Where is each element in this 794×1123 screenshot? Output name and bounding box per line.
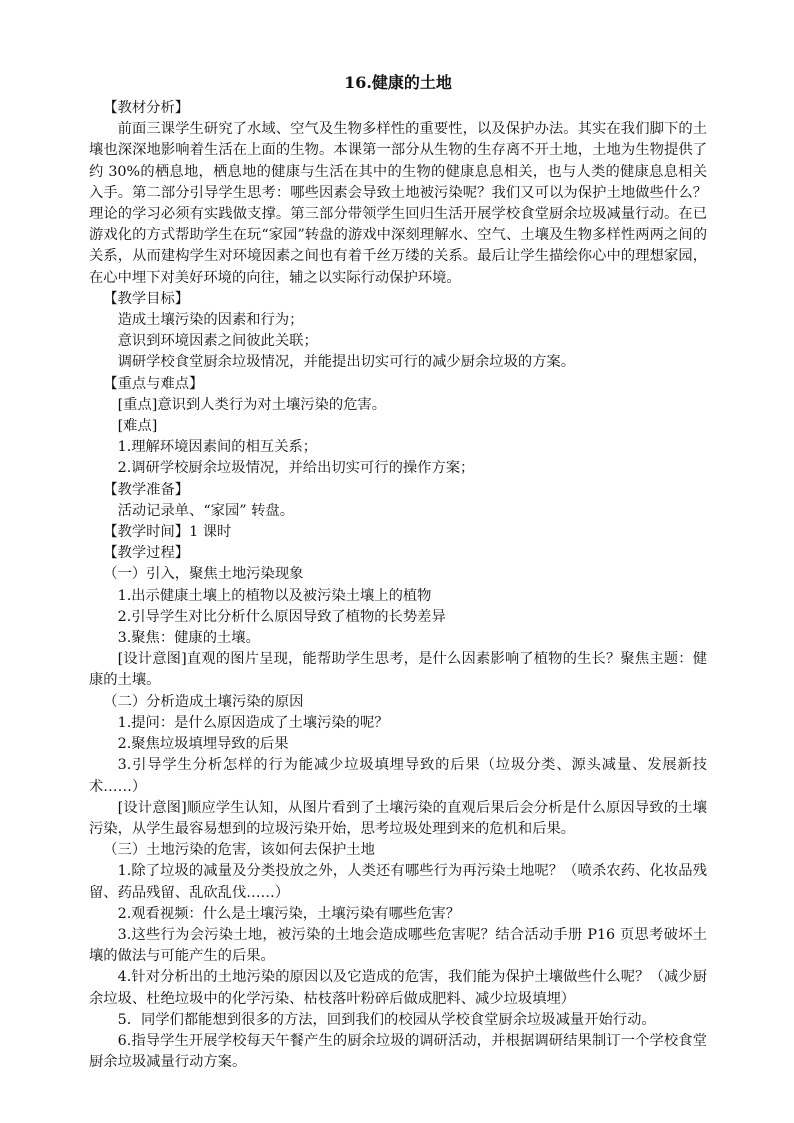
process-heading: 【教学过程】	[103, 545, 190, 562]
key-heading: 【重点与难点】	[103, 375, 204, 392]
prep-body: 活动记录单、“家园” 转盘。	[117, 502, 295, 519]
process-step: 1.除了垃圾的减量及分类投放之外，人类还有哪些行为再污染土地呢？（喷杀农药、化妆品残留、药品残留、乱砍乱伐……）	[89, 863, 707, 901]
process-section-title: （三）土地污染的危害，该如何去保护土地	[103, 842, 375, 859]
process-step: 5．同学们都能想到很多的方法，回到我们的校园从学校食堂厨余垃圾减量开始行动。	[117, 1011, 656, 1028]
time-heading: 【教学时间】	[103, 524, 190, 541]
design-intent: [设计意图]直观的图片呈现，能帮助学生思考，是什么因素影响了植物的生长？聚焦主题：健康的土壤。	[89, 651, 707, 689]
key-focus: [重点]意识到人类行为对土壤污染的危害。	[117, 396, 387, 413]
process-step: 3.聚焦：健康的土壤。	[117, 630, 260, 647]
design-intent: [设计意图]顺应学生认知，从图片看到了土壤污染的直观后果后会分析是什么原因导致的土壤污染，从学生最容易想到的垃圾污染开始，思考垃圾处理到来的危机和后果。	[89, 799, 707, 837]
process-section-title: （一）引入，聚焦土地污染现象	[103, 566, 304, 583]
time-row	[89, 522, 707, 543]
key-difficulty-item: 2.调研学校厨余垃圾情况，并给出切实可行的操作方案；	[117, 460, 475, 477]
process-step: 1.提问：是什么原因造成了土壤污染的呢？	[117, 714, 389, 731]
process-step: 3.引导学生分析怎样的行为能减少垃圾填埋导致的后果（垃圾分类、源头减量、发展新技术……）	[89, 757, 707, 795]
goal-item: 造成土壤污染的因素和行为；	[117, 312, 304, 329]
goal-item: 意识到环境因素之间彼此关联；	[117, 333, 318, 350]
process-step: 2.引导学生对比分析什么原因导致了植物的长势差异	[117, 608, 446, 625]
time-body: 1 课时	[189, 524, 232, 541]
page-title: 16.健康的土地	[344, 73, 452, 92]
key-difficulty-label: [难点]	[117, 418, 158, 435]
process-step: 6.指导学生开展学校每天午餐产生的厨余垃圾的调研活动，并根据调研结果制订一个学校食堂厨余垃圾减量行动方案。	[89, 1032, 707, 1071]
process-section-title: （二）分析造成土壤污染的原因	[103, 693, 304, 710]
analysis-body: 前面三课学生研究了水域、空气及生物多样性的重要性，以及保护办法。其实在我们脚下的土壤也深深地影响着生活在上面的生物。本课第一部分从生物的生存离不开土地，土地为生物提供了约 30%的栖息地，栖息地的健康与生活在其中的生物的健康息息相关，也与人类的健康息息相关入手。第二部分引导学生思考：哪些因素会导致土地被污染呢？我们又可以为保护土地做些什么？理论的学习必须有实践做支撑。第三部分带领学生回归生活开展学校食堂厨余垃圾减量行动。在已游戏化的方式帮助学生在玩“家园”转盘的游戏中深刻理解水、空气、土壤及生物多样性两两之间的关系，从而建构学生对环境因素之间也有着千丝万缕的关系。最后让学生描绘你心中的理想家园，在心中埋下对美好环境的向往，辅之以实际行动保护环境。	[89, 121, 707, 286]
prep-heading: 【教学准备】	[103, 481, 190, 498]
process-step: 3.这些行为会污染土地，被污染的土地会造成哪些危害呢？结合活动手册 P16 页思考破坏土壤的做法与可能产生的后果。	[89, 926, 707, 965]
key-difficulty-item: 1.理解环境因素间的相互关系；	[117, 439, 318, 456]
process-step: 1.出示健康土壤上的植物以及被污染土壤上的植物	[117, 587, 432, 604]
process-step: 4.针对分析出的土地污染的原因以及它造成的危害，我们能为保护土壤做些什么呢？（减少厨余垃圾、杜绝垃圾中的化学污染、枯枝落叶粉碎后做成肥料、减少垃圾填埋）	[89, 969, 707, 1007]
process-step: 2.聚焦垃圾填埋导致的后果	[117, 736, 289, 753]
analysis-heading: 【教材分析】	[103, 100, 190, 116]
process-step: 2.观看视频：什么是土壤污染，土壤污染有哪些危害？	[117, 905, 461, 922]
goal-item: 调研学校食堂厨余垃圾情况，并能提出切实可行的减少厨余垃圾的方案。	[117, 354, 576, 371]
goals-heading: 【教学目标】	[103, 290, 190, 307]
document-page	[89, 72, 707, 1073]
